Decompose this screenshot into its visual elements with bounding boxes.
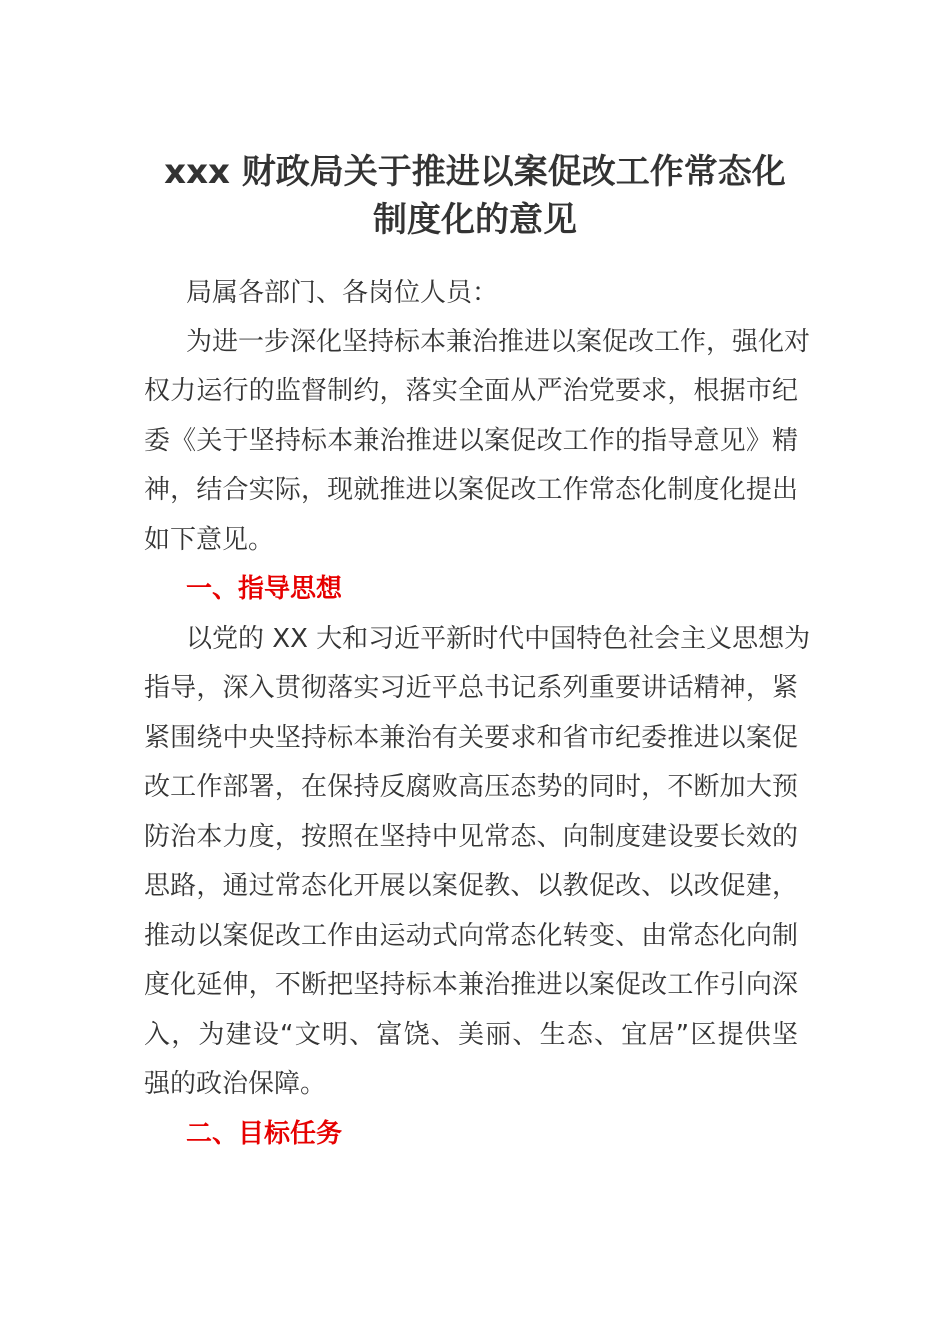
section-heading-guiding-ideology: 一、指导思想 <box>186 574 343 604</box>
section1-line: 改工作部署，在保持反腐败高压态势的同时，不断加大预 <box>144 772 798 802</box>
section1-line: 入，为建设“文明、富饶、美丽、生态、宜居”区提供坚 <box>144 1020 798 1050</box>
section1-line: 防治本力度，按照在坚持中见常态、向制度建设要长效的 <box>144 822 798 852</box>
section1-line: 思路，通过常态化开展以案促教、以教促改、以改促建， <box>144 871 798 901</box>
salutation: 局属各部门、各岗位人员： <box>186 278 499 308</box>
document-title-line-1: xxx 财政局关于推进以案促改工作常态化 <box>164 152 786 192</box>
document-title-line-2: 制度化的意见 <box>373 200 577 240</box>
intro-line: 委《关于坚持标本兼治推进以案促改工作的指导意见》精 <box>144 426 798 456</box>
section1-line: 指导，深入贯彻落实习近平总书记系列重要讲话精神，紧 <box>144 673 798 703</box>
intro-line: 为进一步深化坚持标本兼治推进以案促改工作，强化对 <box>186 327 811 357</box>
section1-line: 以党的 XX 大和习近平新时代中国特色社会主义思想为 <box>186 624 811 654</box>
section1-line: 度化延伸，不断把坚持标本兼治推进以案促改工作引向深 <box>144 970 798 1000</box>
intro-line: 如下意见。 <box>144 525 275 555</box>
section1-line: 紧围绕中央坚持标本兼治有关要求和省市纪委推进以案促 <box>144 723 798 753</box>
intro-line: 权力运行的监督制约，落实全面从严治党要求，根据市纪 <box>144 376 798 406</box>
section1-line: 强的政治保障。 <box>144 1069 327 1099</box>
section-heading-goals-tasks: 二、目标任务 <box>186 1119 343 1149</box>
section1-line: 推动以案促改工作由运动式向常态化转变、由常态化向制 <box>144 921 798 951</box>
intro-line: 神，结合实际，现就推进以案促改工作常态化制度化提出 <box>144 475 798 505</box>
